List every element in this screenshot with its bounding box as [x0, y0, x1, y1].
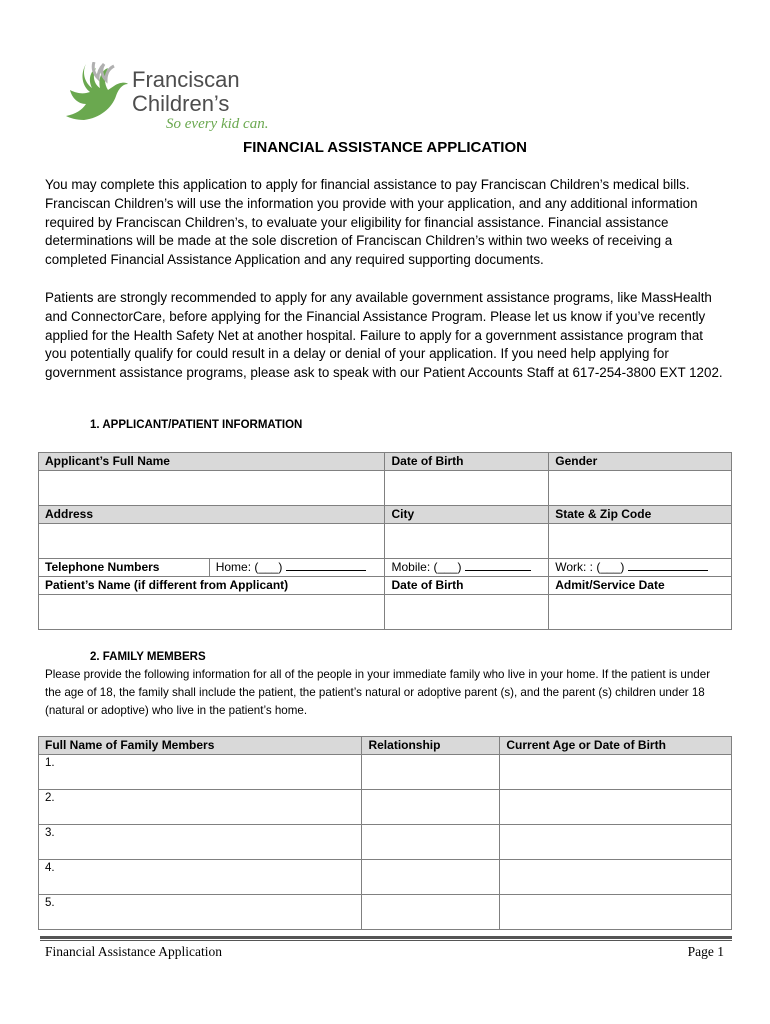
patient-name-label: Patient’s Name (if different from Applicant)	[39, 577, 385, 595]
state-zip-field[interactable]	[549, 524, 732, 559]
city-field[interactable]	[385, 524, 549, 559]
section-1-heading: 1. APPLICANT/PATIENT INFORMATION	[90, 419, 303, 431]
age-field[interactable]	[500, 790, 732, 825]
footer-page-number: Page 1	[687, 944, 724, 959]
age-field[interactable]	[500, 755, 732, 790]
relationship-field[interactable]	[362, 825, 500, 860]
gender-field[interactable]	[549, 471, 732, 506]
relationship-field[interactable]	[362, 790, 500, 825]
mobile-phone-label: Mobile: (___)	[391, 560, 462, 574]
table-row	[39, 790, 732, 825]
table-row	[39, 825, 732, 860]
age-field[interactable]	[500, 895, 732, 930]
footer-divider-thin	[40, 940, 732, 941]
gender-label: Gender	[549, 453, 732, 471]
table-row	[39, 895, 732, 930]
home-phone-field[interactable]	[209, 559, 385, 577]
work-phone-label: Work: : (___)	[555, 560, 625, 574]
mobile-phone-field[interactable]	[385, 559, 549, 577]
state-zip-label: State & Zip Code	[549, 506, 732, 524]
table-row	[39, 860, 732, 895]
dove-icon	[64, 62, 130, 124]
row-number: 2.	[45, 792, 55, 804]
family-members-description: Please provide the following information for all of the people in your immediate family who live in your home. If the patient is under the age of 18, the family shall include the patient, the patient’s natural or adoptive parent (s), and the parent (s) children under 18 (natural or adoptive) who live in the patient’s home.	[45, 668, 711, 717]
address-label: Address	[39, 506, 385, 524]
date-of-birth-label: Date of Birth	[385, 453, 549, 471]
family-name-field[interactable]	[39, 895, 362, 930]
home-phone-line	[286, 570, 366, 571]
applicant-name-label: Applicant’s Full Name	[39, 453, 385, 471]
admit-date-field[interactable]	[549, 595, 732, 630]
family-members-table	[38, 736, 732, 930]
relationship-field[interactable]	[362, 860, 500, 895]
footer-divider	[40, 936, 732, 939]
work-phone-field[interactable]	[549, 559, 732, 577]
logo-line-2: Children’s	[132, 91, 230, 116]
age-field[interactable]	[500, 860, 732, 895]
mobile-phone-line	[465, 570, 531, 571]
intro-paragraph: You may complete this application to apply for financial assistance to pay Franciscan Children’s medical bills. Franciscan Children’s will use the information you provide with your application, and any additional information required by Franciscan Children’s, to evaluate your eligibility for financial assistance. Financial assistance determinations will be made at the sole discretion of Franciscan Children’s within two weeks of receiving a completed Financial Assistance Application and any required supporting documents.	[45, 177, 698, 268]
relationship-field[interactable]	[362, 895, 500, 930]
home-phone-label: Home: (___)	[215, 560, 283, 574]
row-number: 5.	[45, 897, 55, 909]
footer-document-title: Financial Assistance Application	[45, 944, 222, 959]
relationship-field[interactable]	[362, 755, 500, 790]
row-number: 4.	[45, 862, 55, 874]
telephone-label: Telephone Numbers	[39, 559, 210, 577]
applicant-name-field[interactable]	[39, 471, 385, 506]
family-name-header: Full Name of Family Members	[39, 737, 362, 755]
page-title: FINANCIAL ASSISTANCE APPLICATION	[243, 139, 527, 156]
section-2-heading: 2. FAMILY MEMBERS	[90, 651, 206, 663]
age-header: Current Age or Date of Birth	[500, 737, 732, 755]
family-name-field[interactable]	[39, 755, 362, 790]
logo-line-1: Franciscan	[132, 67, 240, 92]
family-name-field[interactable]	[39, 825, 362, 860]
age-field[interactable]	[500, 825, 732, 860]
row-number: 3.	[45, 827, 55, 839]
family-name-field[interactable]	[39, 860, 362, 895]
table-row	[39, 755, 732, 790]
patient-dob-label: Date of Birth	[385, 577, 549, 595]
admit-date-label: Admit/Service Date	[549, 577, 732, 595]
relationship-header: Relationship	[362, 737, 500, 755]
date-of-birth-field[interactable]	[385, 471, 549, 506]
row-number: 1.	[45, 757, 55, 769]
applicant-info-table	[38, 452, 732, 630]
city-label: City	[385, 506, 549, 524]
patient-dob-field[interactable]	[385, 595, 549, 630]
address-field[interactable]	[39, 524, 385, 559]
government-paragraph: Patients are strongly recommended to apply for any available government assistance programs, like MassHealth and ConnectorCare, before applying for the Financial Assistance Program. Please let us know if you’ve recently applied for the Health Safety Net at another hospital. Failure to apply for a government assistance program that you potentially qualify for could result in a delay or denial of your application. If you need help applying for government assistance programs, please ask to speak with our Patient Accounts Staff at 617-254-3800 EXT 1202.	[45, 290, 723, 381]
work-phone-line	[628, 570, 708, 571]
franciscan-childrens-logo	[64, 60, 304, 140]
family-name-field[interactable]	[39, 790, 362, 825]
logo-tagline: So every kid can.	[166, 116, 269, 132]
patient-name-field[interactable]	[39, 595, 385, 630]
